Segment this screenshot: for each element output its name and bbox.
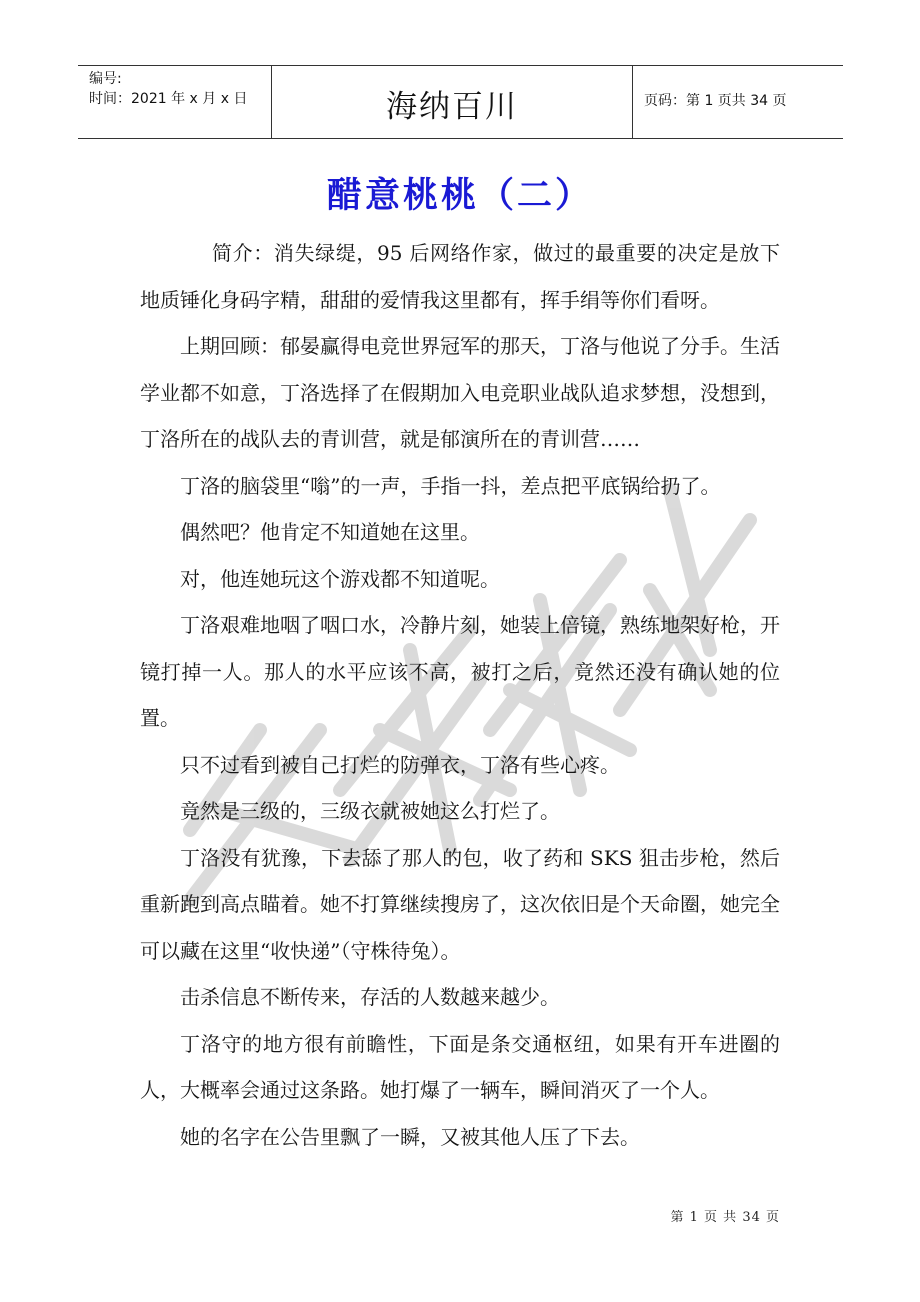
document-title: 醋意桃桃（二） [326,175,593,216]
paragraph: 丁洛艰难地咽了咽口水，冷静片刻，她装上倍镜，熟练地架好枪，开镜打掉一人。那人的水平应该不高，被打之后，竟然还没有确认她的位置。 [140,613,780,730]
article-body [140,230,780,1160]
paragraph: 击杀信息不断传来，存活的人数越来越少。 [180,985,560,1009]
paragraph: 上期回顾：郁晏赢得电竞世界冠军的那天，丁洛与他说了分手。生活学业都不如意，丁洛选择了在假期加入电竞职业战队追求梦想，没想到，丁洛所在的战队去的青训营，就是郁演所在的青训营…… [140,334,780,451]
intro-paragraph: 简介：消失绿缇，95 后网络作家，做过的最重要的决定是放下地质锤化身码字精，甜甜的爱情我这里都有，挥手绢等你们看呀。 [140,241,780,312]
page-header [78,65,843,139]
paragraph: 对，他连她玩这个游戏都不知道呢。 [180,566,500,591]
page-footer: 第 1 页 共 34 页 [670,1210,780,1225]
paragraph: 丁洛没有犹豫，下去舔了那人的包，收了药和 SKS 狙击步枪，然后重新跑到高点瞄着。她不打算继续搜房了，这次依旧是个天命圈，她完全可以藏在这里“收快递”（守株待兔）。 [140,845,780,963]
number-label: 编号: [89,71,122,87]
paragraph: 偶然吧？他肯定不知道她在这里。 [180,520,480,544]
page-label: 页码：第 1 页共 34 页 [644,93,787,109]
paragraph: 丁洛守的地方很有前瞻性，下面是条交通枢纽，如果有开车进圈的人，大概率会通过这条路。她打爆了一辆车，瞬间消灭了一个人。 [140,1031,780,1102]
paragraph: 丁洛的脑袋里“嗡”的一声，手指一抖，差点把平底锅给扔了。 [180,473,721,498]
date-label: 时间：2021 年 x 月 x 日 [89,91,248,107]
header-brand-cell [271,66,633,138]
header-meta-cell [78,66,270,138]
brand-text: 海纳百川 [386,89,518,125]
paragraph: 她的名字在公告里飘了一瞬，又被其他人压了下去。 [180,1124,640,1149]
paragraph: 竟然是三级的，三级衣就被她这么打烂了。 [180,799,560,823]
paragraph: 只不过看到被自己打烂的防弹衣，丁洛有些心疼。 [180,752,620,777]
header-page-cell [634,66,843,138]
